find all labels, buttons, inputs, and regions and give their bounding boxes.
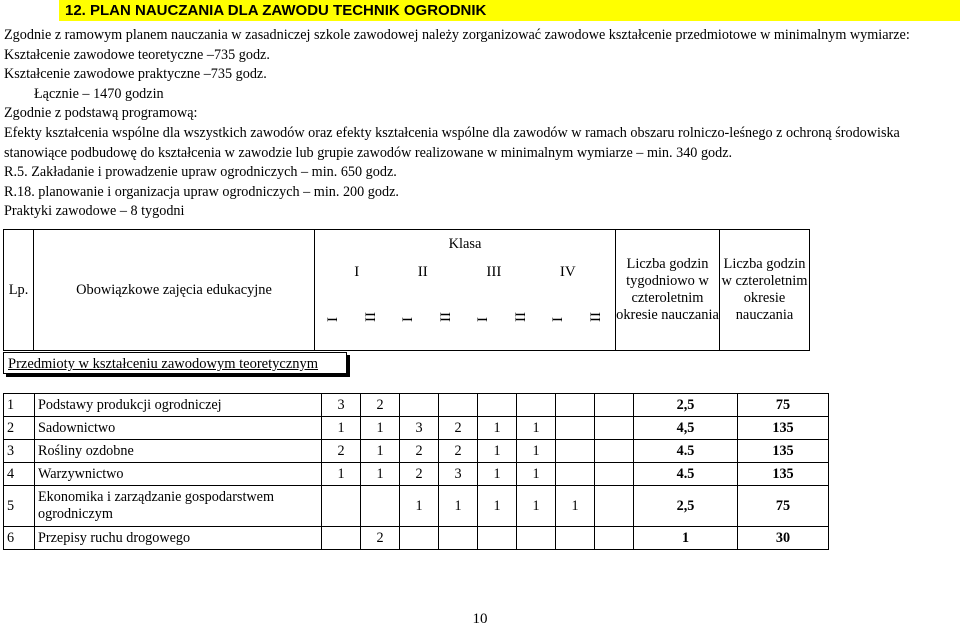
semester-header: I	[390, 286, 427, 351]
table-row	[4, 417, 829, 440]
year-label: IV	[559, 263, 576, 280]
subject-name: Sadownictwo	[35, 417, 322, 440]
semester-hours: 2	[322, 440, 361, 463]
semester-hours	[400, 527, 439, 550]
semester-hours: 1	[322, 417, 361, 440]
table-row	[4, 440, 829, 463]
subject-name: Warzywnictwo	[35, 463, 322, 486]
subject-name: Przepisy ruchu drogowego	[35, 527, 322, 550]
plan-table-header	[3, 229, 810, 351]
klasa-header: Klasa	[315, 230, 616, 259]
total-hours: 30	[738, 527, 829, 550]
semester-hours: 3	[400, 417, 439, 440]
year-label: I	[354, 263, 360, 280]
semester-hours	[439, 394, 478, 417]
semester-hours: 1	[517, 440, 556, 463]
table-row	[4, 394, 829, 417]
weekly-hours: 1	[634, 527, 738, 550]
intro-text	[4, 26, 956, 222]
semester-hours: 1	[361, 463, 400, 486]
intro-line: Zgodnie z podstawą programową:	[4, 105, 198, 122]
semester-hours	[361, 486, 400, 527]
semester-hours: 2	[400, 463, 439, 486]
semester-hours: 1	[478, 463, 517, 486]
semester-hours	[322, 486, 361, 527]
weekly-hours: 4,5	[634, 417, 738, 440]
semester-header: I	[315, 286, 353, 351]
semester-hours: 2	[361, 394, 400, 417]
semester-header: II	[502, 286, 539, 351]
section-title: Przedmioty w kształceniu zawodowym teoretycznym	[3, 352, 347, 374]
semester-hours: 1	[400, 486, 439, 527]
semester-hours: 2	[361, 527, 400, 550]
subjects-header: Obowiązkowe zajęcia edukacyjne	[34, 230, 315, 351]
semester-header: I	[465, 286, 502, 351]
semester-hours: 1	[478, 486, 517, 527]
year-label: II	[417, 263, 428, 280]
semester-header: II	[427, 286, 464, 351]
year-label: III	[486, 263, 502, 280]
semester-hours: 2	[439, 440, 478, 463]
weekly-hours: 4.5	[634, 463, 738, 486]
intro-line: Kształcenie zawodowe teoretyczne –735 godz.	[4, 46, 270, 63]
subject-name: Ekonomika i zarządzanie gospodarstwem ogrodniczym	[35, 486, 322, 527]
table-row	[4, 486, 829, 527]
intro-line: Efekty kształcenia wspólne dla wszystkich zawodów oraz efekty kształcenia wspólne dla zawodów w ramach obszaru rolniczo-leśnego z ochroną środowiska stanowiące podbudowę do kształcenia w zawodzie lub grupie zawodów realizowane w minimalnym wymiarze – min. 340 godz.	[4, 124, 900, 161]
semester-hours	[556, 527, 595, 550]
semester-hours: 3	[322, 394, 361, 417]
total-hours: 135	[738, 463, 829, 486]
semester-hours: 3	[439, 463, 478, 486]
semester-hours: 1	[517, 417, 556, 440]
intro-line: R.5. Zakładanie i prowadzenie upraw ogrodniczych – min. 650 godz.	[4, 164, 397, 181]
semester-hours	[556, 417, 595, 440]
total-hours: 75	[738, 486, 829, 527]
semester-hours	[595, 417, 634, 440]
intro-line: Zgodnie z ramowym planem nauczania w zasadniczej szkole zawodowej należy zorganizować zawodowe kształcenie przedmiotowe w minimalnym wymiarze:	[4, 27, 910, 43]
semester-hours	[478, 394, 517, 417]
intro-line: Kształcenie zawodowe praktyczne –735 godz.	[4, 66, 267, 83]
semester-hours: 1	[439, 486, 478, 527]
section-header: 12. PLAN NAUCZANIA DLA ZAWODU TECHNIK OGRODNIK	[59, 0, 960, 21]
semester-hours: 2	[400, 440, 439, 463]
total-hours: 135	[738, 440, 829, 463]
row-number: 4	[4, 463, 35, 486]
semester-hours	[595, 394, 634, 417]
semester-hours	[556, 463, 595, 486]
semester-hours	[595, 527, 634, 550]
semester-hours	[439, 527, 478, 550]
semester-hours	[595, 440, 634, 463]
row-number: 2	[4, 417, 35, 440]
weekly-header: Liczba godzin tygodniowo w czteroletnim okresie nauczania	[616, 230, 720, 351]
years-row	[315, 258, 616, 286]
total-hours: 135	[738, 417, 829, 440]
semester-hours: 1	[322, 463, 361, 486]
semester-hours: 1	[361, 440, 400, 463]
semester-hours	[400, 394, 439, 417]
subject-name: Rośliny ozdobne	[35, 440, 322, 463]
semester-hours: 1	[517, 463, 556, 486]
semester-hours	[517, 394, 556, 417]
page-number: 10	[472, 611, 488, 627]
semester-hours: 1	[478, 440, 517, 463]
semester-hours	[478, 527, 517, 550]
intro-line: Praktyki zawodowe – 8 tygodni	[4, 203, 185, 220]
semester-hours	[322, 527, 361, 550]
row-number: 1	[4, 394, 35, 417]
semester-header: I	[540, 286, 577, 351]
semester-hours: 2	[439, 417, 478, 440]
semester-hours	[595, 486, 634, 527]
weekly-hours: 2,5	[634, 394, 738, 417]
semester-hours: 1	[478, 417, 517, 440]
total-header: Liczba godzin w czteroletnim okresie nauczania	[720, 230, 810, 351]
table-row	[4, 463, 829, 486]
total-hours: 75	[738, 394, 829, 417]
semester-hours: 1	[556, 486, 595, 527]
weekly-hours: 4.5	[634, 440, 738, 463]
semester-hours: 1	[517, 486, 556, 527]
plan-table-body	[3, 393, 829, 550]
table-row	[4, 527, 829, 550]
semester-hours	[595, 463, 634, 486]
intro-line: Łącznie – 1470 godzin	[34, 85, 164, 102]
subject-name: Podstawy produkcji ogrodniczej	[35, 394, 322, 417]
semester-hours	[556, 394, 595, 417]
weekly-hours: 2,5	[634, 486, 738, 527]
semester-hours: 1	[361, 417, 400, 440]
semester-header: II	[353, 286, 390, 351]
lp-header: Lp.	[4, 230, 34, 351]
intro-line: R.18. planowanie i organizacja upraw ogrodniczych – min. 200 godz.	[4, 183, 399, 200]
row-number: 5	[4, 486, 35, 527]
row-number: 6	[4, 527, 35, 550]
semester-hours	[517, 527, 556, 550]
semester-header: II	[577, 286, 615, 351]
semester-hours	[556, 440, 595, 463]
row-number: 3	[4, 440, 35, 463]
